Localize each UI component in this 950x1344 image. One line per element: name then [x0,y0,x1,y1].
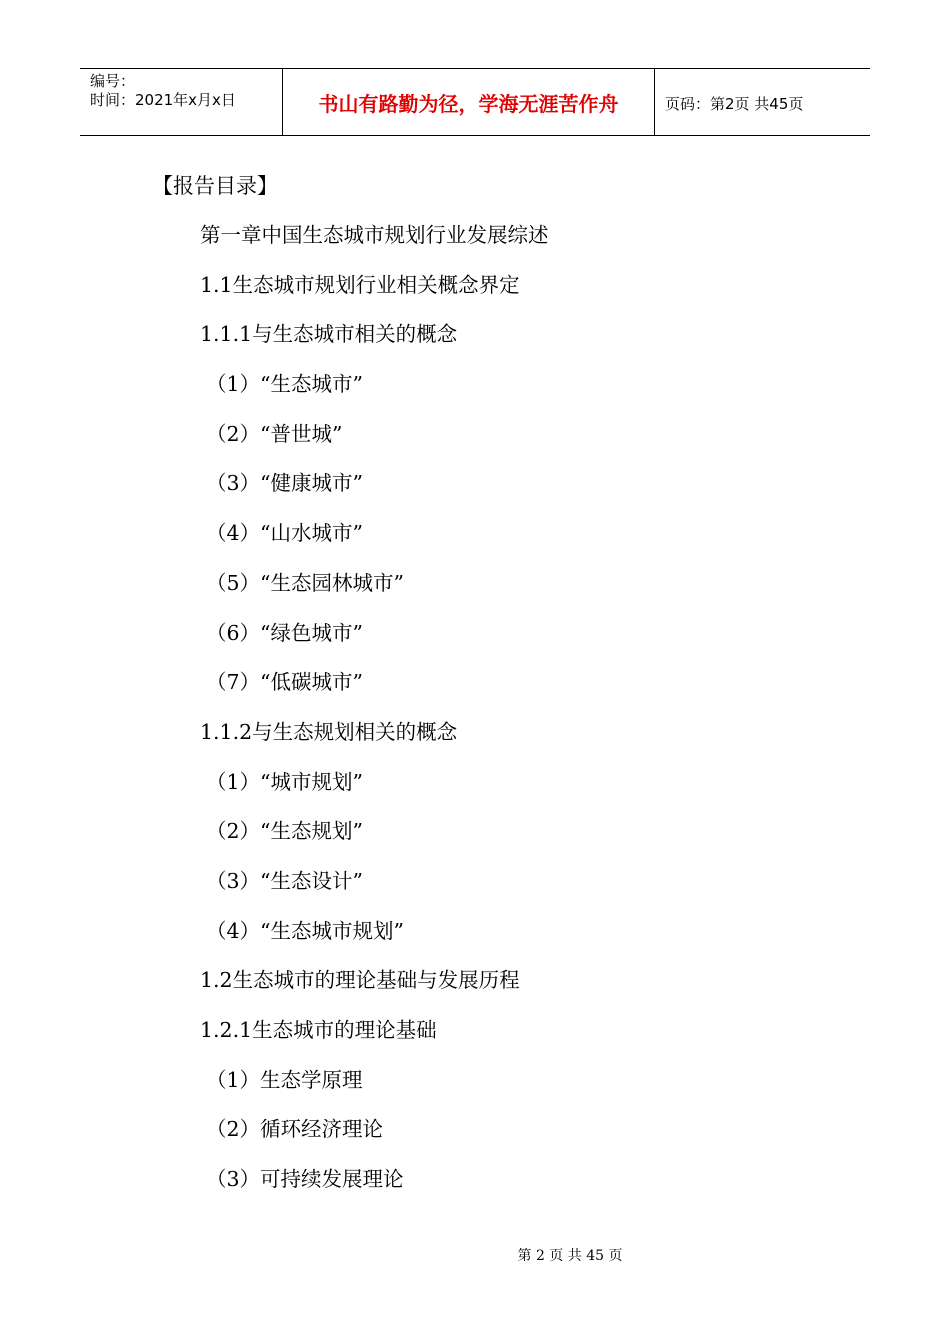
toc-entry: （2）“生态规划” [206,819,364,844]
motto-text: 书山有路勤为径，学海无涯苦作舟 [318,92,619,116]
toc-entry: （1）生态学原理 [206,1067,363,1092]
page-header [80,68,870,136]
toc-entry: （1）“城市规划” [206,769,364,794]
toc-list [0,221,950,1215]
toc-entry: （6）“绿色城市” [206,620,364,645]
toc-entry: 1.1.2与生态规划相关的概念 [200,719,458,744]
toc-entry: （7）“低碳城市” [206,670,364,695]
toc-entry: （2）“普世城” [206,421,343,446]
page-footer: 第 2 页 共 45 页 [517,1248,623,1264]
toc-entry: 1.2生态城市的理论基础与发展历程 [200,968,520,993]
toc-title: 【报告目录】 [152,174,278,198]
toc-entry: 1.2.1生态城市的理论基础 [200,1018,437,1042]
page-info: 页码：第2页 共45页 [665,95,804,113]
toc-entry: （5）“生态园林城市” [206,570,405,595]
toc-entry: 1.1生态城市规划行业相关概念界定 [200,272,520,297]
header-meta-cell [80,69,282,135]
time-label: 时间：2021年x月x日 [90,91,236,109]
header-motto-cell [282,69,655,135]
toc-entry: （3）可持续发展理论 [206,1167,404,1192]
toc-entry: （2）循环经济理论 [206,1117,384,1142]
toc-entry: （3）“生态设计” [206,868,364,893]
toc-entry: （1）“生态城市” [206,372,364,397]
toc-entry: 第一章中国生态城市规划行业发展综述 [200,223,549,247]
serial-number-label: 编号： [90,72,136,90]
toc-entry: （3）“健康城市” [206,471,364,496]
toc-entry: （4）“山水城市” [206,521,364,546]
toc-entry: （4）“生态城市规划” [206,918,405,943]
toc-entry: 1.1.1与生态城市相关的概念 [200,322,458,347]
header-page-cell [655,69,870,135]
